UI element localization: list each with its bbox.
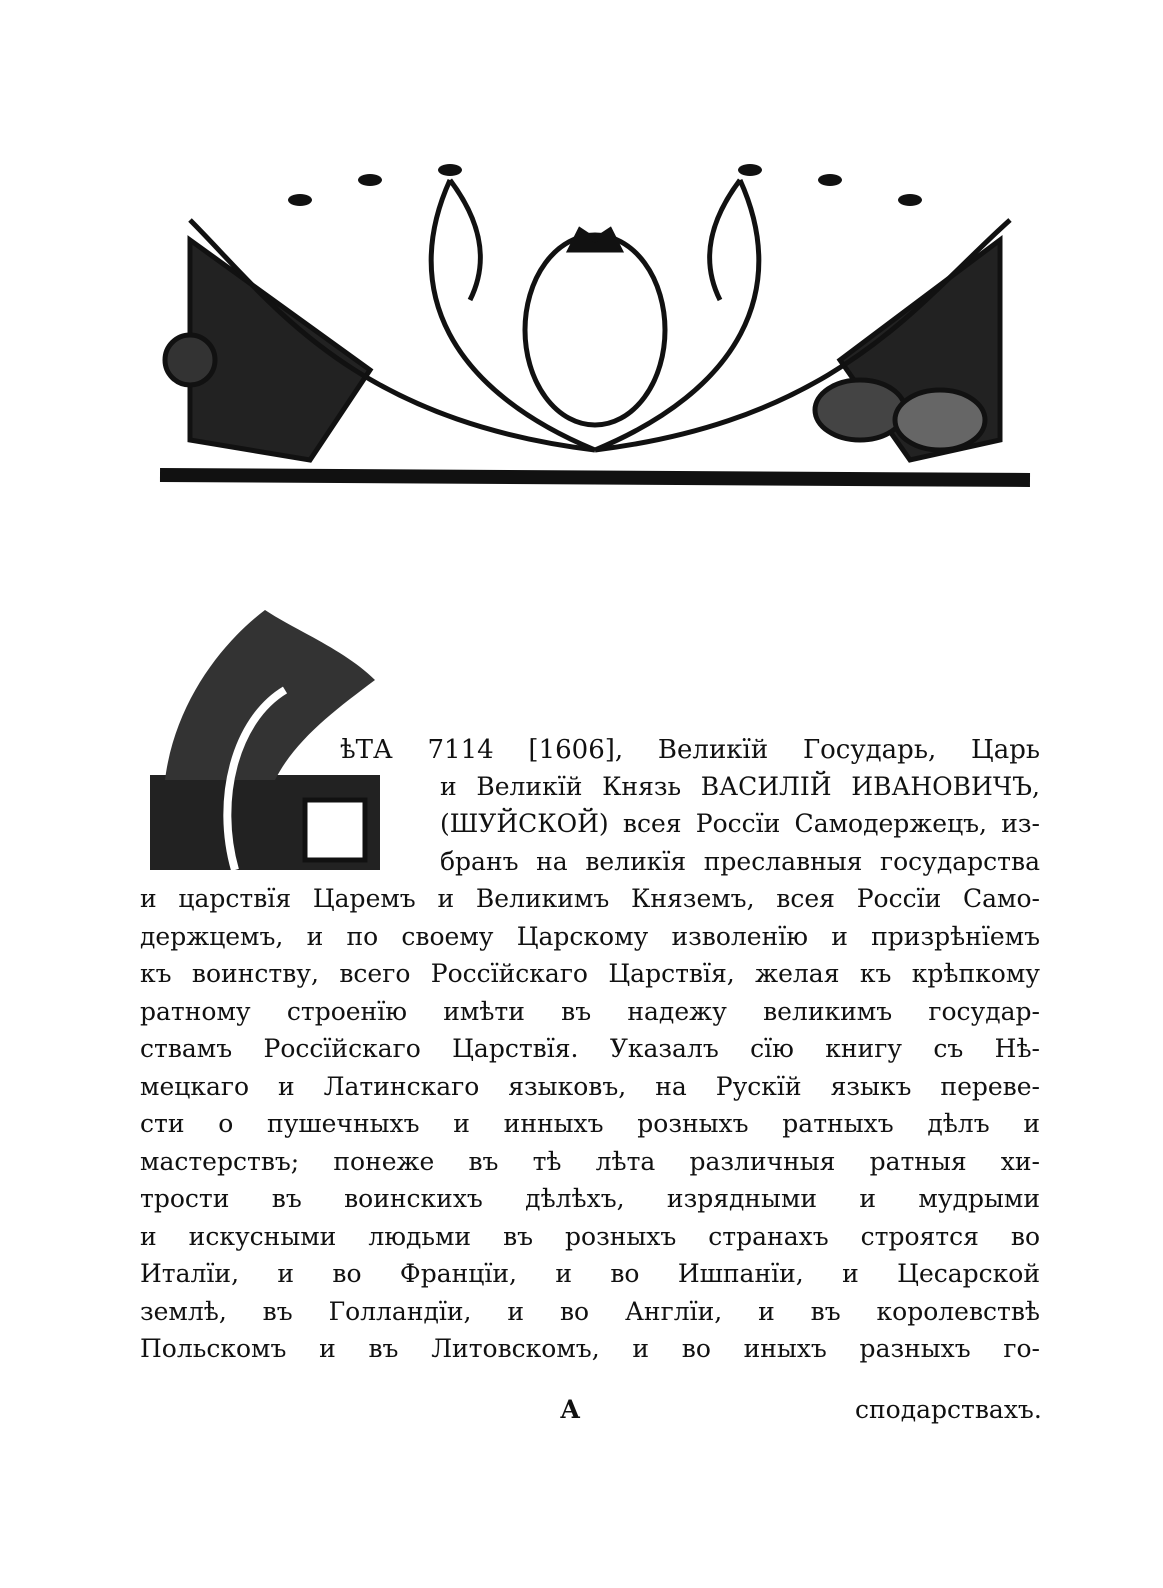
text-line: (ШУЙСКОЙ) всея Россїи Самодержецъ, из- [440,809,1040,838]
text-line: Польскомъ и въ Литовскомъ, и во иныхъ разныхъ го- [140,1334,1040,1363]
catchword: сподарствахъ. [855,1395,1042,1424]
text-line: и искусными людьми въ розныхъ странахъ строятся во [140,1222,1040,1251]
text-line: мецкаго и Латинскаго языковъ, на Рускїй языкъ переве- [140,1072,1040,1101]
text-line: землѣ, въ Голландїи, и во Англїи, и въ королевствѣ [140,1297,1040,1326]
text-line: ствамъ Россїйскаго Царствїя. Указалъ сїю книгу съ Нѣ- [140,1034,1040,1063]
signature-mark: А [560,1395,581,1424]
text-line: ратному строенїю имѣти въ надежу великимъ государ- [140,997,1040,1026]
text-line: сти о пушечныхъ и инныхъ розныхъ ратныхъ дѣлъ и [140,1109,1040,1138]
ornamental-headpiece-image [150,140,1040,500]
text-line: и царствїя Царемъ и Великимъ Княземъ, всея Россїи Само- [140,884,1040,913]
text-line: держцемъ, и по своему Царскому изволенїю и призрѣнїемъ [140,922,1040,951]
text-line: бранъ на великїя преславныя государства [440,847,1040,876]
text-line: Италїи, и во Францїи, и во Ишпанїи, и Цесарской [140,1259,1040,1288]
text-line: и Великїй Князь ВАСИЛІЙ ИВАНОВИЧЪ, [440,772,1040,801]
text-line: ѣТА 7114 [1606], Великїй Государь, Царь [340,735,1040,765]
text-line: къ воинству, всего Россїйскаго Царствїя, желая къ крѣпкому [140,959,1040,988]
text-line: трости въ воинскихъ дѣлѣхъ, изрядными и мудрыми [140,1184,1040,1213]
text-line: мастерствъ; понеже въ тѣ лѣта различныя ратныя хи- [140,1147,1040,1176]
